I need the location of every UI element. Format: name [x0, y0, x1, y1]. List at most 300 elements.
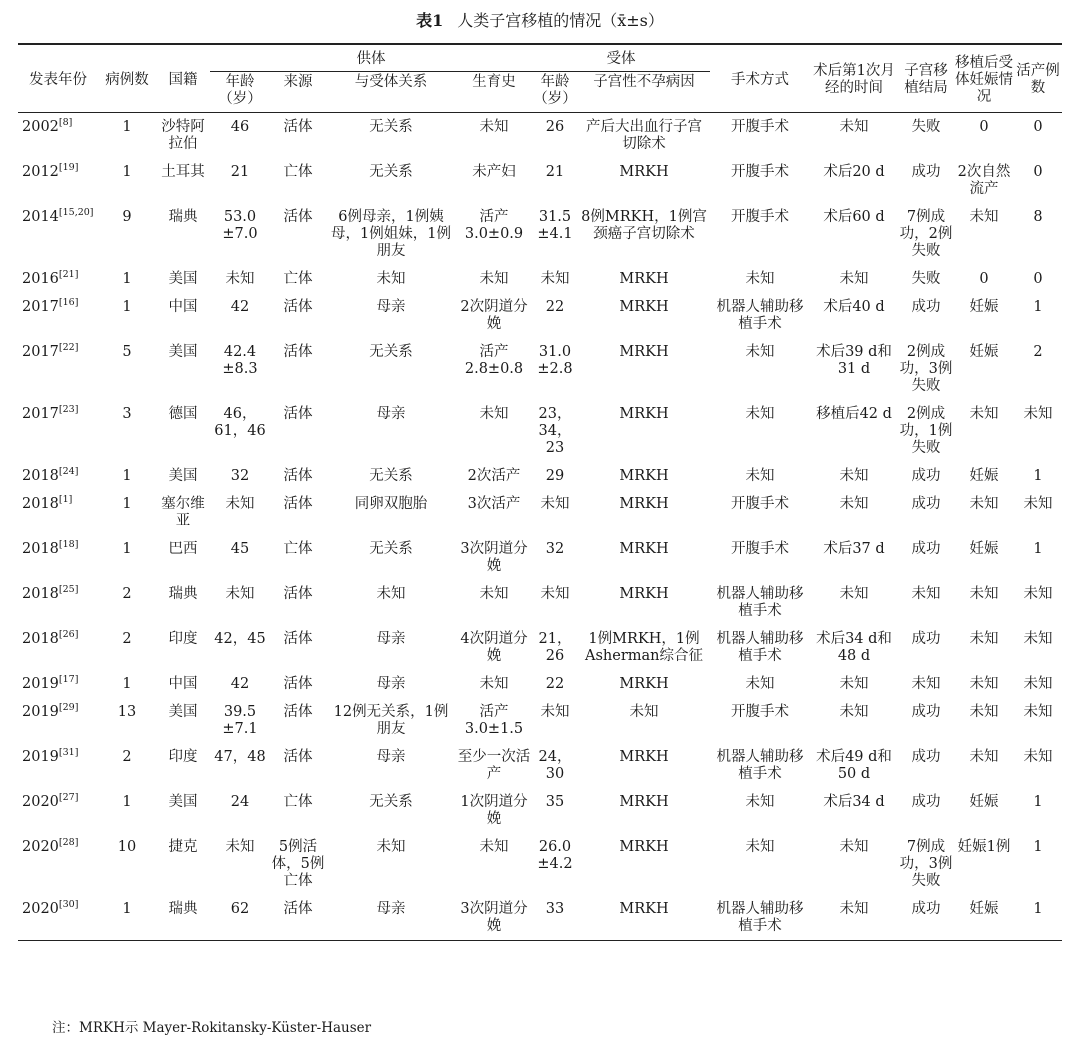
cell-donor-relation: 未知: [376, 271, 406, 287]
year-text: 2012: [22, 164, 59, 180]
cell-donor-age: 24: [230, 794, 250, 810]
cell-donor-source: 活体: [283, 468, 313, 484]
cell-nationality: 美国: [168, 344, 198, 360]
cell-first-menses: 术后39 d和31 d: [816, 344, 892, 377]
cell-donor-relation: 未知: [376, 839, 406, 855]
cell-donor-source: 亡体: [283, 271, 313, 287]
table-label: 表1: [416, 11, 444, 30]
cell-donor-age: 未知: [225, 839, 255, 855]
citation-ref: [8]: [58, 117, 73, 129]
cell-pregnancy: 妊娠: [969, 344, 999, 360]
cell-nationality: 美国: [168, 271, 198, 287]
table-row: [18, 670, 1062, 698]
cell-cases: 5: [122, 344, 132, 360]
cell-recipient-cause: MRKH: [619, 541, 669, 557]
cell-first-menses: 术后34 d和48 d: [816, 631, 892, 664]
cell-surgery: 开腹手术: [731, 541, 789, 557]
cell-live-births: 1: [1033, 468, 1043, 484]
cell-surgery: 开腹手术: [731, 496, 789, 512]
cell-cases: 1: [122, 299, 132, 315]
cell-donor-source: 活体: [283, 496, 313, 512]
cell-cases: 1: [122, 496, 132, 512]
cell-donor-source: 活体: [283, 209, 313, 225]
cell-nationality: 瑞典: [168, 209, 198, 225]
year-text: 2017: [22, 299, 59, 315]
cell-donor-age: 21: [230, 164, 250, 180]
header-donor-source: 来源: [283, 74, 313, 90]
citation-ref: [23]: [58, 404, 79, 416]
cell-year: [18, 698, 98, 743]
cell-nationality: 瑞典: [168, 901, 198, 917]
cell-pregnancy: 2次自然流产: [957, 164, 1011, 197]
year-text: 2019: [22, 704, 59, 720]
cell-cases: 1: [122, 119, 132, 135]
cell-outcome: 成功: [911, 901, 941, 917]
cell-recipient-age: 未知: [540, 271, 570, 287]
cell-donor-source: 活体: [283, 299, 313, 315]
cell-outcome: 2例成功，1例失败: [899, 406, 953, 456]
cell-outcome: 7例成功，3例失败: [899, 839, 953, 889]
cell-recipient-age: 31.0 ±2.8: [537, 344, 573, 377]
cell-recipient-cause: MRKH: [619, 496, 669, 512]
cell-surgery: 机器人辅助移植手术: [716, 901, 804, 934]
cell-recipient-age: 未知: [540, 496, 570, 512]
cell-outcome: 成功: [911, 541, 941, 557]
table-row: [18, 158, 1062, 203]
table-row: [18, 625, 1062, 670]
cell-cases: 10: [117, 839, 137, 855]
header-first-menses: 术后第1次月经的时间: [813, 63, 895, 96]
cell-year: [18, 462, 98, 490]
citation-ref: [19]: [58, 162, 79, 174]
cell-first-menses: 术后34 d: [823, 794, 885, 810]
cell-cases: 3: [122, 406, 132, 422]
cell-nationality: 美国: [168, 794, 198, 810]
cell-outcome: 成功: [911, 749, 941, 765]
cell-outcome: 未知: [911, 586, 941, 602]
cell-nationality: 捷克: [168, 839, 198, 855]
header-pregnancy: 移植后受体妊娠情况: [955, 54, 1013, 105]
cell-outcome: 失败: [911, 271, 941, 287]
cell-donor-relation: 无关系: [369, 119, 413, 135]
table-caption: [0, 8, 1080, 34]
year-text: 2018: [22, 631, 59, 647]
cell-pregnancy: 未知: [969, 209, 999, 225]
citation-ref: [1]: [58, 494, 73, 506]
cell-donor-fertility: 未知: [479, 271, 509, 287]
cell-first-menses: 术后37 d: [823, 541, 885, 557]
cell-donor-fertility: 2次阴道分娩: [460, 299, 528, 332]
cell-cases: 1: [122, 164, 132, 180]
cell-first-menses: 未知: [839, 901, 869, 917]
cell-donor-age: 42: [230, 676, 250, 692]
cell-pregnancy: 未知: [969, 406, 999, 422]
cell-nationality: 塞尔维亚: [161, 496, 205, 529]
cell-donor-relation: 未知: [376, 586, 406, 602]
cell-outcome: 成功: [911, 631, 941, 647]
cell-recipient-cause: MRKH: [619, 586, 669, 602]
table-row: [18, 895, 1062, 941]
cell-recipient-cause: MRKH: [619, 749, 669, 765]
cell-live-births: 未知: [1023, 586, 1053, 602]
cell-year: [18, 833, 98, 895]
cell-donor-fertility: 3次阴道分娩: [460, 541, 528, 574]
cell-cases: 13: [117, 704, 137, 720]
cell-live-births: 未知: [1023, 676, 1053, 692]
table-row: [18, 400, 1062, 462]
cell-nationality: 中国: [168, 299, 198, 315]
uterus-transplant-table: [18, 43, 1062, 941]
cell-donor-source: 活体: [283, 749, 313, 765]
year-text: 2016: [22, 271, 59, 287]
header-recipient-group: 受体: [532, 44, 710, 72]
citation-ref: [21]: [58, 269, 79, 281]
header-outcome: 子宫移植结局: [904, 63, 948, 96]
citation-ref: [17]: [58, 674, 79, 686]
cell-donor-relation: 母亲: [376, 901, 406, 917]
cell-surgery: 开腹手术: [731, 164, 789, 180]
cell-surgery: 未知: [745, 344, 775, 360]
cell-surgery: 开腹手术: [731, 704, 789, 720]
cell-recipient-age: 26: [545, 119, 565, 135]
cell-pregnancy: 妊娠: [969, 468, 999, 484]
cell-donor-source: 5例活体，5例亡体: [271, 839, 325, 889]
cell-donor-relation: 无关系: [369, 468, 413, 484]
cell-recipient-age: 未知: [540, 704, 570, 720]
cell-pregnancy: 妊娠1例: [957, 839, 1011, 855]
year-text: 2014: [22, 209, 59, 225]
cell-donor-source: 活体: [283, 704, 313, 720]
cell-donor-relation: 母亲: [376, 406, 406, 422]
citation-ref: [15,20]: [58, 207, 94, 219]
year-text: 2018: [22, 468, 59, 484]
cell-year: [18, 895, 98, 941]
cell-pregnancy: 妊娠: [969, 541, 999, 557]
cell-surgery: 未知: [745, 406, 775, 422]
cell-outcome: 2例成功，3例失败: [899, 344, 953, 394]
citation-ref: [26]: [58, 629, 79, 641]
cell-live-births: 1: [1033, 794, 1043, 810]
cell-donor-age: 39.5 ±7.1: [222, 704, 258, 737]
cell-donor-fertility: 1次阴道分娩: [460, 794, 528, 827]
cell-donor-fertility: 2次活产: [467, 468, 521, 484]
header-nationality: 国籍: [168, 71, 198, 88]
cell-first-menses: 术后60 d: [823, 209, 885, 225]
cell-recipient-age: 未知: [540, 586, 570, 602]
cell-recipient-age: 21，26: [538, 631, 572, 664]
cell-cases: 1: [122, 271, 132, 287]
cell-donor-fertility: 未知: [479, 119, 509, 135]
cell-donor-fertility: 未知: [479, 586, 509, 602]
cell-recipient-age: 33: [545, 901, 565, 917]
cell-outcome: 7例成功，2例失败: [899, 209, 953, 259]
cell-nationality: 印度: [168, 749, 198, 765]
cell-donor-source: 活体: [283, 901, 313, 917]
cell-donor-age: 42.4 ±8.3: [222, 344, 258, 377]
cell-first-menses: 未知: [839, 704, 869, 720]
cell-donor-fertility: 活产 3.0±0.9: [464, 209, 524, 242]
cell-first-menses: 未知: [839, 119, 869, 135]
cell-donor-relation: 6例母亲，1例姨母，1例姐妹，1例朋友: [331, 209, 451, 259]
cell-outcome: 失败: [911, 119, 941, 135]
cell-year: [18, 625, 98, 670]
cell-donor-fertility: 4次阴道分娩: [460, 631, 528, 664]
cell-first-menses: 移植后42 d: [816, 406, 892, 422]
cell-nationality: 沙特阿拉伯: [161, 119, 205, 152]
cell-donor-age: 32: [230, 468, 250, 484]
cell-nationality: 印度: [168, 631, 198, 647]
cell-pregnancy: 妊娠: [969, 299, 999, 315]
cell-outcome: 成功: [911, 496, 941, 512]
cell-pregnancy: 未知: [969, 676, 999, 692]
cell-donor-relation: 12例无关系，1例朋友: [333, 704, 449, 737]
cell-year: [18, 580, 98, 625]
cell-donor-age: 62: [230, 901, 250, 917]
cell-pregnancy: 未知: [969, 704, 999, 720]
year-text: 2017: [22, 344, 59, 360]
cell-surgery: 机器人辅助移植手术: [716, 749, 804, 782]
cell-outcome: 成功: [911, 299, 941, 315]
cell-recipient-cause: 未知: [629, 704, 659, 720]
header-donor-fertility: 生育史: [472, 74, 516, 90]
cell-year: [18, 265, 98, 293]
cell-live-births: 未知: [1023, 496, 1053, 512]
cell-pregnancy: 未知: [969, 749, 999, 765]
cell-recipient-cause: MRKH: [619, 676, 669, 692]
cell-cases: 1: [122, 541, 132, 557]
cell-first-menses: 未知: [839, 839, 869, 855]
cell-donor-fertility: 3次活产: [467, 496, 521, 512]
cell-nationality: 巴西: [168, 541, 198, 557]
year-text: 2020: [22, 839, 59, 855]
cell-surgery: 开腹手术: [731, 119, 789, 135]
cell-surgery: 未知: [745, 468, 775, 484]
cell-live-births: 1: [1033, 839, 1043, 855]
header-surgery: 手术方式: [731, 71, 789, 88]
cell-recipient-cause: 产后大出血行子宫切除术: [586, 119, 702, 152]
table-header: [18, 44, 1062, 113]
cell-nationality: 美国: [168, 704, 198, 720]
cell-year: [18, 158, 98, 203]
cell-donor-relation: 无关系: [369, 794, 413, 810]
table-row: [18, 203, 1062, 265]
cell-donor-fertility: 至少一次活产: [457, 749, 531, 782]
cell-live-births: 未知: [1023, 631, 1053, 647]
cell-outcome: 成功: [911, 164, 941, 180]
cell-recipient-age: 32: [545, 541, 565, 557]
cell-donor-fertility: 3次阴道分娩: [460, 901, 528, 934]
cell-recipient-age: 24，30: [538, 749, 572, 782]
cell-cases: 2: [122, 631, 132, 647]
citation-ref: [30]: [58, 899, 79, 911]
year-text: 2018: [22, 496, 59, 512]
cell-surgery: 未知: [745, 794, 775, 810]
cell-donor-relation: 无关系: [369, 344, 413, 360]
year-text: 2018: [22, 541, 59, 557]
cell-cases: 9: [122, 209, 132, 225]
cell-donor-fertility: 活产 3.0±1.5: [464, 704, 524, 737]
cell-outcome: 成功: [911, 704, 941, 720]
citation-ref: [18]: [58, 539, 79, 551]
cell-recipient-age: 21: [545, 164, 565, 180]
cell-year: [18, 788, 98, 833]
cell-pregnancy: 妊娠: [969, 794, 999, 810]
cell-donor-relation: 母亲: [376, 631, 406, 647]
cell-live-births: 1: [1033, 901, 1043, 917]
cell-recipient-cause: MRKH: [619, 901, 669, 917]
cell-donor-source: 活体: [283, 119, 313, 135]
header-live-births: 活产例数: [1016, 63, 1060, 96]
header-donor-age: 年龄（岁）: [218, 74, 262, 107]
cell-year: [18, 293, 98, 338]
citation-ref: [27]: [58, 792, 79, 804]
cell-donor-relation: 母亲: [376, 299, 406, 315]
cell-year: [18, 203, 98, 265]
cell-recipient-age: 22: [545, 299, 565, 315]
cell-cases: 1: [122, 901, 132, 917]
year-text: 2020: [22, 901, 59, 917]
year-text: 2018: [22, 586, 59, 602]
table-row: [18, 535, 1062, 580]
cell-outcome: 成功: [911, 794, 941, 810]
cell-first-menses: 术后20 d: [823, 164, 885, 180]
cell-donor-age: 42，45: [214, 631, 266, 647]
cell-live-births: 未知: [1023, 749, 1053, 765]
cell-donor-relation: 无关系: [369, 164, 413, 180]
citation-ref: [22]: [58, 342, 79, 354]
header-donor-group: 供体: [210, 44, 532, 72]
cell-live-births: 8: [1033, 209, 1043, 225]
cell-live-births: 1: [1033, 541, 1043, 557]
cell-pregnancy: 妊娠: [969, 901, 999, 917]
table-row: [18, 338, 1062, 400]
cell-recipient-cause: MRKH: [619, 406, 669, 422]
cell-first-menses: 未知: [839, 586, 869, 602]
cell-donor-age: 45: [230, 541, 250, 557]
year-text: 2019: [22, 749, 59, 765]
citation-ref: [29]: [58, 702, 79, 714]
cell-donor-age: 未知: [225, 496, 255, 512]
year-text: 2017: [22, 406, 59, 422]
table-row: [18, 743, 1062, 788]
table-row: [18, 462, 1062, 490]
cell-surgery: 未知: [745, 839, 775, 855]
cell-donor-relation: 母亲: [376, 676, 406, 692]
cell-donor-age: 47，48: [214, 749, 266, 765]
cell-donor-source: 亡体: [283, 541, 313, 557]
cell-surgery: 未知: [745, 676, 775, 692]
cell-cases: 1: [122, 468, 132, 484]
cell-first-menses: 未知: [839, 496, 869, 512]
cell-surgery: 未知: [745, 271, 775, 287]
cell-pregnancy: 0: [979, 119, 989, 135]
cell-recipient-cause: 8例MRKH，1例宫颈癌子宫切除术: [581, 209, 707, 242]
cell-year: [18, 743, 98, 788]
year-text: 2002: [22, 119, 59, 135]
year-text: 2020: [22, 794, 59, 810]
cell-donor-source: 活体: [283, 406, 313, 422]
cell-year: [18, 490, 98, 535]
cell-live-births: 0: [1033, 119, 1043, 135]
cell-recipient-cause: MRKH: [619, 468, 669, 484]
cell-surgery: 开腹手术: [731, 209, 789, 225]
citation-ref: [31]: [58, 747, 79, 759]
cell-donor-age: 42: [230, 299, 250, 315]
cell-recipient-age: 22: [545, 676, 565, 692]
cell-year: [18, 400, 98, 462]
table-footnote: 注：MRKH示 Mayer-Rokitansky-Küster-Hauser: [52, 1020, 372, 1036]
citation-ref: [16]: [58, 297, 79, 309]
cell-first-menses: 未知: [839, 676, 869, 692]
cell-donor-source: 活体: [283, 676, 313, 692]
cell-recipient-cause: MRKH: [619, 299, 669, 315]
table-row: [18, 293, 1062, 338]
cell-donor-relation: 母亲: [376, 749, 406, 765]
cell-donor-source: 活体: [283, 586, 313, 602]
cell-donor-fertility: 未知: [479, 839, 509, 855]
cell-surgery: 机器人辅助移植手术: [716, 586, 804, 619]
cell-donor-relation: 无关系: [369, 541, 413, 557]
cell-live-births: 2: [1033, 344, 1043, 360]
cell-surgery: 机器人辅助移植手术: [716, 631, 804, 664]
cell-recipient-cause: MRKH: [619, 794, 669, 810]
header-recipient-cause: 子宫性不孕病因: [593, 74, 695, 90]
cell-pregnancy: 未知: [969, 631, 999, 647]
cell-pregnancy: 未知: [969, 496, 999, 512]
table-row: [18, 580, 1062, 625]
cell-donor-age: 未知: [225, 271, 255, 287]
cell-nationality: 中国: [168, 676, 198, 692]
table-row: [18, 788, 1062, 833]
cell-first-menses: 术后49 d和50 d: [816, 749, 892, 782]
cell-surgery: 机器人辅助移植手术: [716, 299, 804, 332]
cell-donor-source: 亡体: [283, 794, 313, 810]
cell-live-births: 1: [1033, 299, 1043, 315]
cell-donor-fertility: 未知: [479, 676, 509, 692]
cell-live-births: 0: [1033, 164, 1043, 180]
cell-donor-source: 亡体: [283, 164, 313, 180]
cell-outcome: 未知: [911, 676, 941, 692]
cell-cases: 2: [122, 749, 132, 765]
cell-recipient-cause: MRKH: [619, 839, 669, 855]
cell-first-menses: 未知: [839, 468, 869, 484]
cell-recipient-cause: MRKH: [619, 344, 669, 360]
header-cases: 病例数: [105, 71, 149, 88]
cell-donor-age: 46，61，46: [214, 406, 266, 439]
cell-donor-fertility: 未知: [479, 406, 509, 422]
citation-ref: [28]: [58, 837, 79, 849]
cell-recipient-cause: 1例MRKH，1例Asherman综合征: [585, 631, 703, 664]
cell-donor-age: 53.0 ±7.0: [222, 209, 258, 242]
header-recipient-age: 年龄（岁）: [533, 74, 577, 107]
cell-recipient-cause: MRKH: [619, 271, 669, 287]
cell-donor-source: 活体: [283, 631, 313, 647]
cell-donor-age: 未知: [225, 586, 255, 602]
cell-cases: 1: [122, 676, 132, 692]
table-row: [18, 265, 1062, 293]
cell-recipient-age: 35: [545, 794, 565, 810]
table-row: [18, 490, 1062, 535]
cell-live-births: 未知: [1023, 406, 1053, 422]
cell-recipient-age: 31.5 ±4.1: [537, 209, 573, 242]
cell-nationality: 美国: [168, 468, 198, 484]
cell-nationality: 土耳其: [161, 164, 205, 180]
cell-donor-fertility: 活产 2.8±0.8: [464, 344, 524, 377]
citation-ref: [25]: [58, 584, 79, 596]
cell-year: [18, 113, 98, 159]
cell-cases: 2: [122, 586, 132, 602]
cell-recipient-age: 23，34，23: [538, 406, 572, 456]
